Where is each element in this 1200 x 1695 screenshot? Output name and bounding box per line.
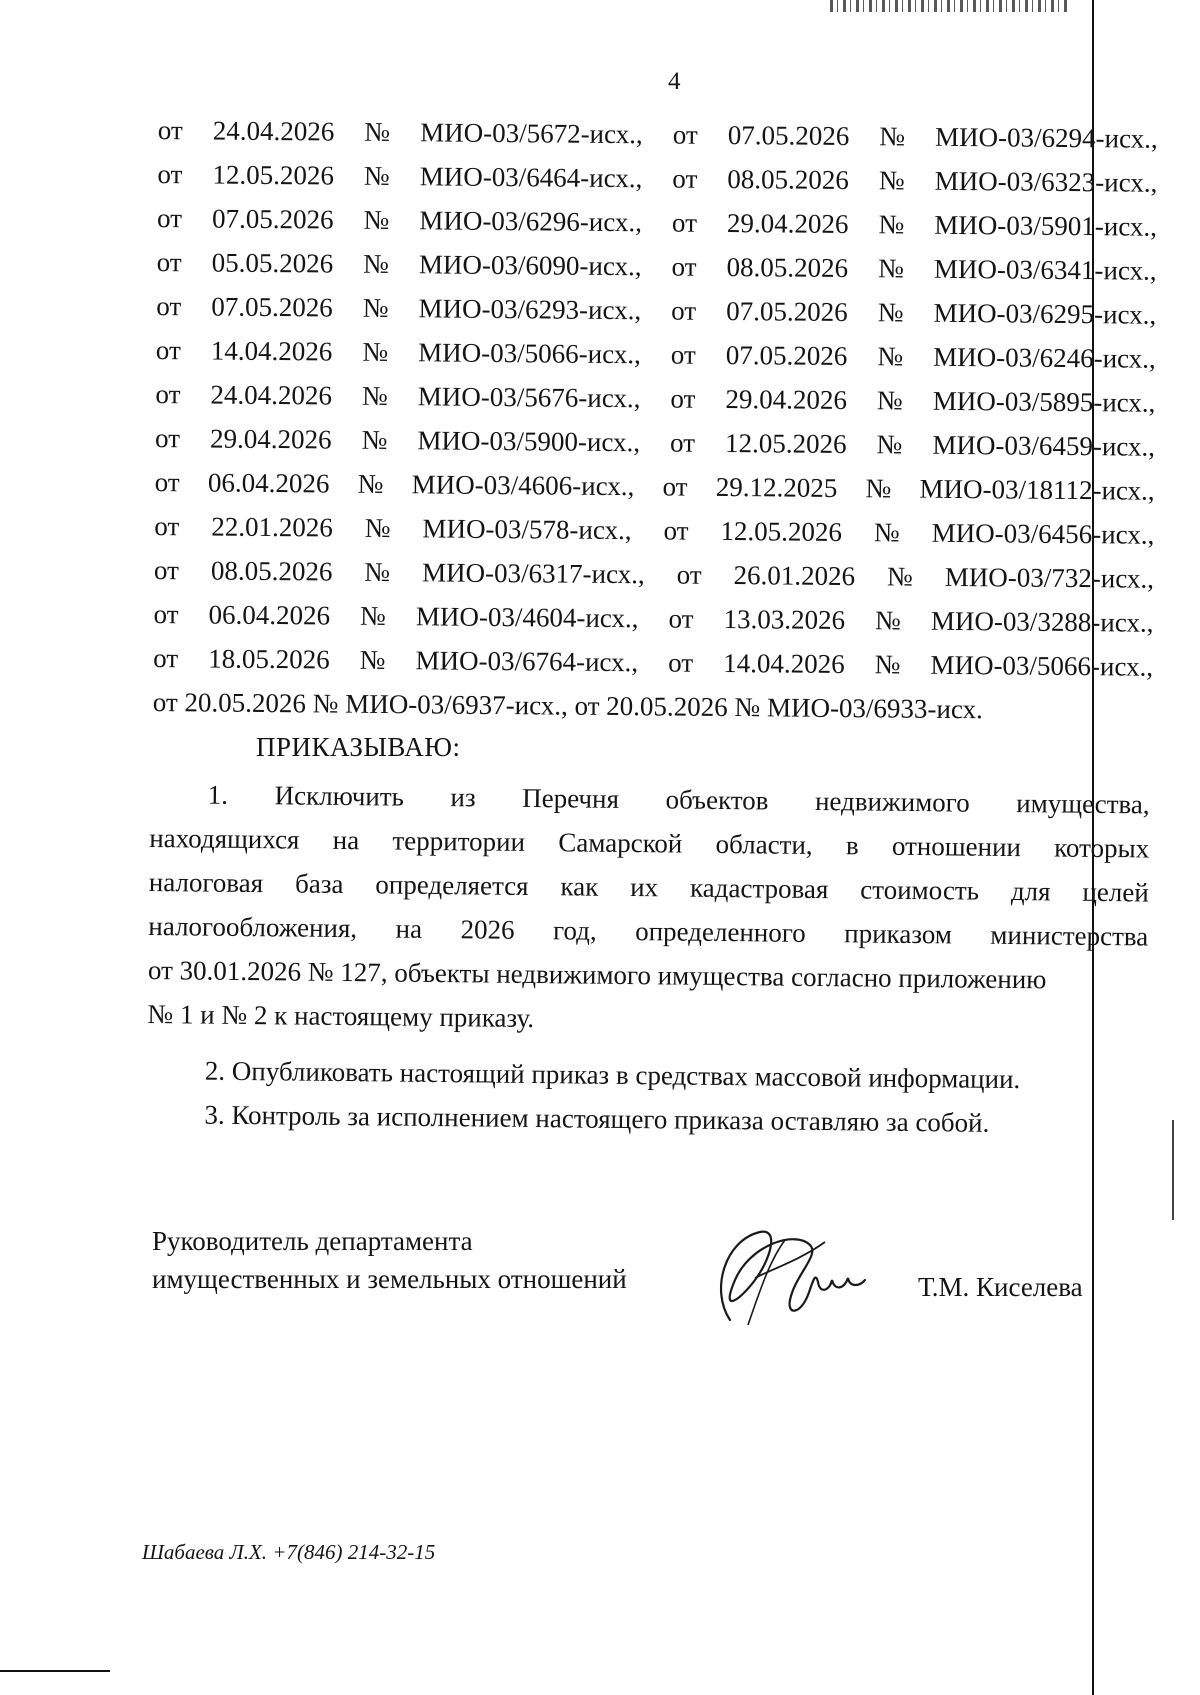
reference-cell: от: [669, 427, 696, 458]
reference-cell: №: [364, 116, 391, 148]
reference-cell: от: [153, 642, 179, 674]
reference-cell: 08.05.2026: [726, 251, 849, 284]
reference-cell: МИО-03/6341-исх.,: [933, 253, 1157, 286]
reference-cell: МИО-03/6459-исх.,: [932, 429, 1156, 462]
reference-cell: от: [156, 290, 182, 322]
reference-cell: №: [865, 473, 892, 504]
word: целей: [1082, 876, 1149, 908]
scan-edge-mark: [1172, 1120, 1174, 1220]
order-heading: ПРИКАЗЫВАЮ:: [256, 732, 461, 762]
reference-cell: №: [357, 468, 384, 499]
word: недвижимого: [814, 785, 970, 818]
scan-bottom-mark: [0, 1670, 110, 1672]
word: 1.: [207, 779, 229, 810]
reference-cell: №: [877, 297, 904, 328]
reference-cell: МИО-03/18112-исх.,: [919, 473, 1155, 506]
reference-cell: МИО-03/4604-исх.,: [415, 601, 639, 634]
word: их: [630, 872, 659, 903]
reference-cell: №: [359, 644, 386, 676]
reference-cell: МИО-03/6317-исх.,: [421, 557, 645, 590]
order-item-2: 2. Опубликовать настоящий приказ в средствах массовой информации.: [204, 1055, 1021, 1095]
word: для: [1010, 876, 1051, 907]
signatory-title-line2: имущественных и земельных отношений: [152, 1264, 627, 1294]
reference-cell: от: [670, 339, 696, 370]
reference-cell: от: [157, 114, 183, 146]
reference-cell: МИО-03/5895-исх.,: [932, 385, 1156, 418]
reference-cell: 24.04.2026: [210, 379, 333, 411]
word: области,: [715, 828, 813, 860]
word: территории: [392, 825, 526, 857]
reference-cell: от: [662, 471, 688, 502]
executor-contact: Шабаева Л.Х. +7(846) 214-32-15: [142, 1540, 436, 1564]
reference-cell: №: [361, 424, 388, 456]
word: имущества,: [1016, 788, 1150, 820]
word: отношении: [891, 830, 1022, 863]
scan-artifact-top: [830, 0, 1070, 12]
reference-cell: МИО-03/6293-исх.,: [418, 293, 642, 326]
word: на: [395, 913, 423, 944]
reference-cell: 06.04.2026: [208, 599, 331, 631]
reference-cell: от: [671, 251, 697, 282]
signatory-title-line1: Руководитель департамента: [152, 1226, 473, 1256]
reference-cell: 18.05.2026: [208, 643, 330, 675]
reference-cell: от: [670, 383, 696, 414]
reference-cell: от: [156, 202, 183, 234]
handwritten-signature: [700, 1220, 870, 1330]
reference-cell: от: [668, 603, 694, 634]
reference-cell: МИО-03/6323-исх.,: [934, 165, 1158, 198]
word: база: [294, 868, 344, 900]
reference-cell: МИО-03/4606-исх.,: [411, 469, 635, 502]
word: кадастровая: [689, 872, 829, 905]
reference-cell: от: [671, 207, 698, 238]
reference-cell: от: [668, 647, 694, 678]
word: Перечня: [522, 782, 620, 814]
page-number: 4: [668, 68, 681, 95]
reference-cell: №: [362, 336, 389, 368]
reference-cell: №: [364, 512, 391, 544]
reference-cell: МИО-03/6464-исх.,: [419, 161, 643, 194]
reference-cell: МИО-03/5066-исх.,: [930, 649, 1154, 682]
reference-cell: 12.05.2026: [724, 427, 847, 460]
reference-cell: МИО-03/6764-исх.,: [415, 645, 639, 678]
reference-cell: №: [873, 517, 900, 548]
word: которых: [1054, 832, 1150, 864]
reference-cell: от: [156, 246, 182, 278]
word: как: [560, 871, 599, 902]
reference-cell: от: [663, 515, 689, 546]
reference-cell: №: [359, 600, 387, 632]
reference-cell: МИО-03/6295-исх.,: [933, 297, 1157, 330]
reference-cell: №: [361, 380, 388, 412]
order-item-1-last-line: № 1 и № 2 к настоящему приказу.: [147, 998, 535, 1034]
reference-last-line: от 20.05.2026 № МИО-03/6937-исх., от 20.05.2026 № МИО-03/6933-исх.: [152, 686, 983, 725]
reference-cell: от: [154, 510, 180, 542]
reference-cell: 07.05.2026: [726, 295, 848, 328]
reference-cell: от: [153, 554, 180, 586]
word: объектов: [665, 784, 769, 816]
reference-cell: от: [672, 163, 698, 194]
reference-cell: №: [886, 561, 913, 592]
reference-cell: МИО-03/5676-исх.,: [417, 381, 641, 414]
reference-cell: МИО-03/5901-исх.,: [934, 209, 1158, 242]
reference-cell: №: [874, 605, 901, 636]
word: год,: [552, 915, 597, 946]
reference-cell: от: [157, 158, 183, 190]
word: от 30.01.2026 № 127, объекты недвижимого имущества согласно приложению: [147, 954, 1047, 995]
reference-cell: от: [155, 378, 181, 410]
order-items: [146, 772, 1150, 1146]
reference-cell: 12.05.2026: [720, 515, 843, 547]
reference-cell: от: [154, 466, 180, 498]
word: налогообложения,: [148, 910, 358, 944]
word: приказом: [844, 918, 953, 950]
reference-cell: 07.05.2026: [725, 339, 848, 372]
reference-cell: 13.03.2026: [723, 603, 846, 636]
reference-cell: МИО-03/5900-исх.,: [417, 425, 641, 458]
word: министерства: [990, 919, 1149, 952]
reference-cell: от: [153, 598, 179, 630]
reference-cell: 06.04.2026: [207, 467, 330, 499]
word: на: [332, 824, 360, 856]
reference-cell: 08.05.2026: [210, 555, 333, 587]
reference-cell: МИО-03/6246-исх.,: [933, 341, 1156, 374]
reference-cell: МИО-03/3288-исх.,: [930, 605, 1154, 638]
reference-cell: МИО-03/5066-исх.,: [418, 337, 641, 370]
word: определяется: [375, 869, 529, 901]
signatory-title: [152, 1222, 627, 1298]
reference-cell: №: [877, 341, 904, 372]
reference-cell: 08.05.2026: [727, 163, 850, 196]
reference-cell: 29.04.2026: [726, 207, 849, 240]
word: определенного: [635, 916, 806, 948]
reference-cell: 07.05.2026: [727, 119, 850, 152]
reference-cell: 12.05.2026: [212, 159, 335, 191]
reference-cell: №: [364, 556, 391, 588]
reference-cell: 24.04.2026: [212, 115, 335, 147]
word: Самарской: [558, 827, 683, 859]
word: находящихся: [149, 822, 300, 855]
order-item-1: [148, 772, 1150, 1002]
reference-cell: МИО-03/6294-исх.,: [934, 121, 1158, 154]
reference-cell: МИО-03/6296-исх.,: [419, 205, 643, 238]
reference-cell: 14.04.2026: [210, 335, 333, 367]
reference-cell: №: [879, 121, 906, 152]
word: 2026: [460, 914, 515, 945]
reference-cell: 29.04.2026: [209, 423, 332, 455]
reference-cell: 07.05.2026: [211, 291, 333, 323]
reference-cell: 07.05.2026: [211, 203, 334, 235]
reference-cell: №: [876, 429, 903, 460]
reference-cell: 05.05.2026: [211, 247, 334, 279]
order-item-3: 3. Контроль за исполнением настоящего приказа оставляю за собой.: [204, 1099, 990, 1138]
reference-cell: №: [363, 160, 390, 192]
reference-cell: МИО-03/6456-исх.,: [931, 517, 1155, 550]
reference-cell: №: [878, 253, 905, 284]
reference-cell: №: [876, 385, 903, 416]
reference-cell: №: [363, 248, 390, 280]
reference-cell: МИО-03/578-исх.,: [422, 513, 632, 546]
signatory-name: Т.М. Киселева: [918, 1272, 1083, 1302]
reference-cell: №: [874, 649, 901, 680]
word: Исключить: [274, 780, 405, 812]
reference-cell: от: [672, 119, 698, 150]
word: из: [450, 782, 476, 813]
reference-cell: 29.12.2025: [715, 471, 838, 503]
reference-cell: №: [362, 292, 389, 324]
reference-cell: 29.04.2026: [725, 383, 848, 416]
reference-cell: от: [154, 422, 181, 454]
word: в: [845, 830, 859, 861]
word: стоимость: [860, 874, 980, 906]
reference-cell: 22.01.2026: [211, 511, 333, 543]
reference-cell: №: [878, 209, 905, 240]
reference-cell: от: [671, 295, 697, 326]
reference-cell: МИО-03/6090-исх.,: [418, 249, 642, 282]
reference-cell: МИО-03/5672-исх.,: [420, 117, 643, 150]
reference-cell: №: [363, 204, 390, 236]
reference-cell: №: [878, 165, 905, 196]
word: налоговая: [148, 866, 264, 899]
reference-cell: МИО-03/732-исх.,: [944, 561, 1155, 594]
reference-cell: 14.04.2026: [723, 647, 845, 680]
reference-cell: от: [155, 334, 181, 366]
reference-cell: от: [676, 559, 702, 590]
reference-cell: 26.01.2026: [733, 560, 856, 592]
references-list: [153, 108, 1158, 733]
